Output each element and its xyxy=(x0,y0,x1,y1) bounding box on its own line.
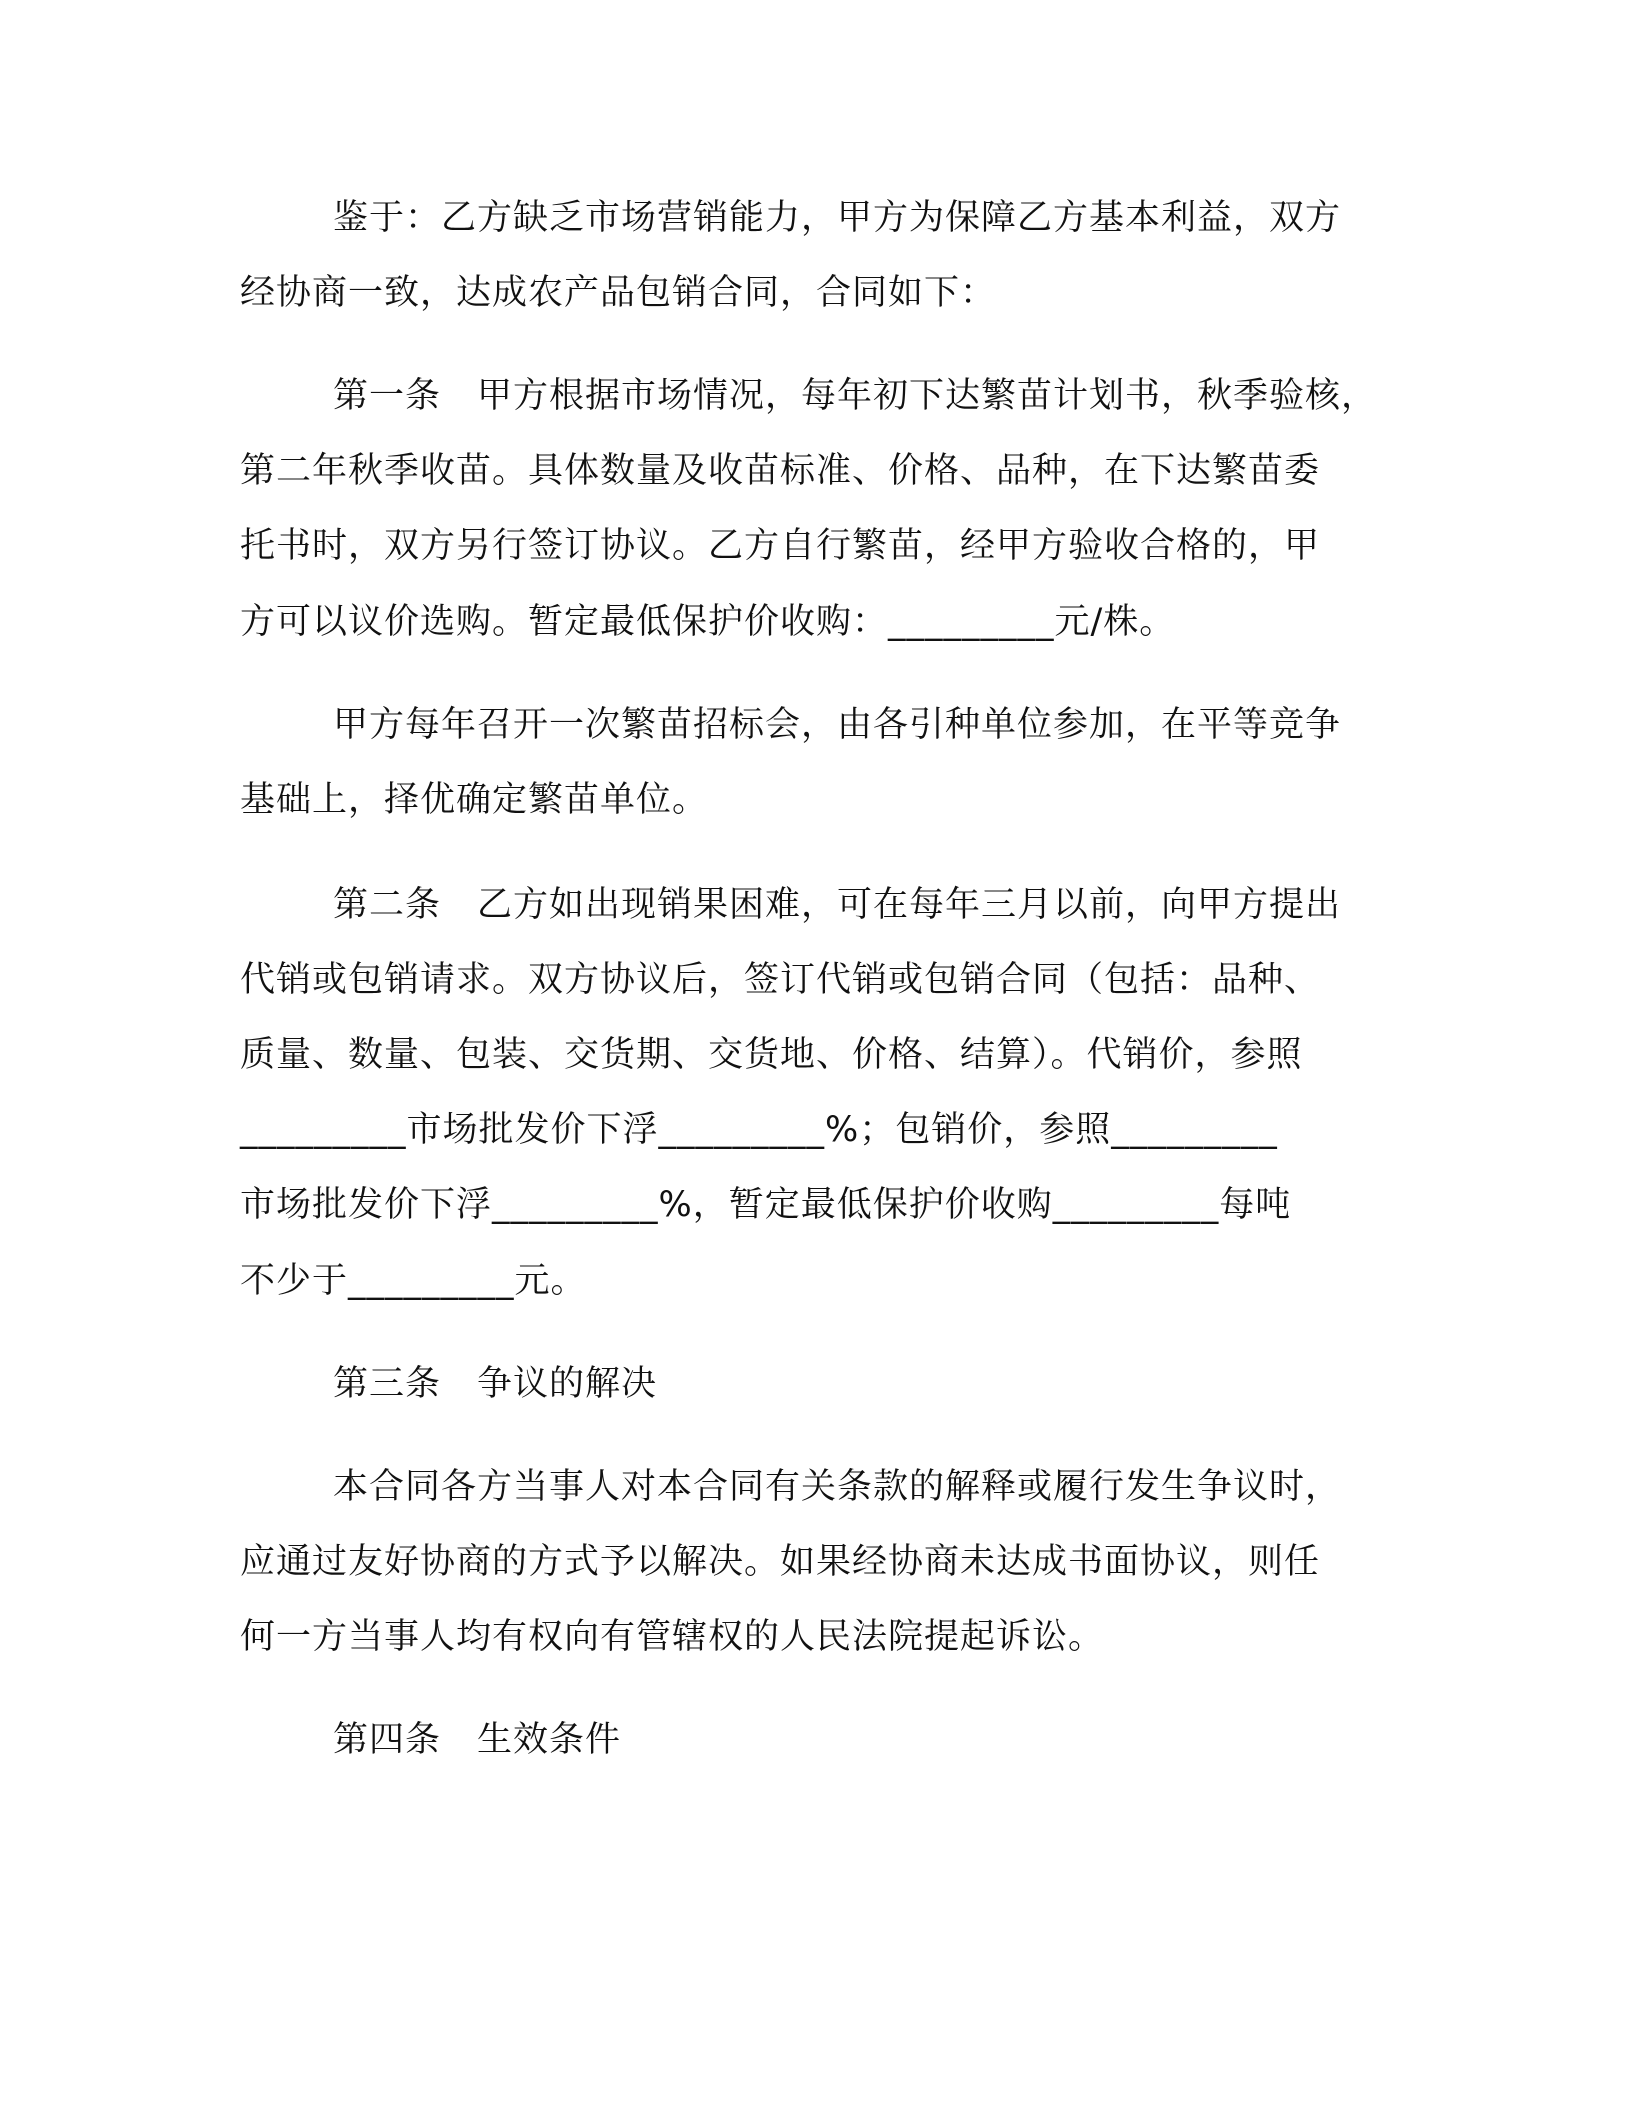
article4-title: 第四条 生效条件 xyxy=(333,1720,622,1760)
article1-extra-line-2: 基础上，择优确定繁苗单位。 xyxy=(240,780,709,820)
article1-line-2: 第二年秋季收苗。具体数量及收苗标准、价格、品种，在下达繁苗委 xyxy=(240,451,1321,491)
preamble-line-2: 经协商一致，达成农产品包销合同，合同如下： xyxy=(240,273,997,313)
article2-line-5: 市场批发价下浮_________%，暂定最低保护价收购_________每吨 xyxy=(240,1185,1292,1225)
article2-line-1: 第二条 乙方如出现销果困难，可在每年三月以前，向甲方提出 xyxy=(333,885,1342,925)
article1-line-1: 第一条 甲方根据市场情况，每年初下达繁苗计划书，秋季验核， xyxy=(333,376,1378,416)
article1-line-3: 托书时，双方另行签订协议。乙方自行繁苗，经甲方验收合格的，甲 xyxy=(240,526,1321,566)
article2-line-4: _________市场批发价下浮_________%；包销价，参照_________ xyxy=(240,1110,1278,1150)
article1-extra-line-1: 甲方每年召开一次繁苗招标会，由各引种单位参加，在平等竞争 xyxy=(333,705,1342,745)
article2-line-2: 代销或包销请求。双方协议后，签订代销或包销合同（包括：品种、 xyxy=(240,960,1321,1000)
preamble-line-1: 鉴于：乙方缺乏市场营销能力，甲方为保障乙方基本利益，双方 xyxy=(333,198,1342,238)
article3-line-1: 本合同各方当事人对本合同有关条款的解释或履行发生争议时， xyxy=(333,1467,1342,1507)
article3-line-3: 何一方当事人均有权向有管辖权的人民法院提起诉讼。 xyxy=(240,1617,1105,1657)
article1-line-4: 方可以议价选购。暂定最低保护价收购：_________元/株。 xyxy=(240,602,1176,642)
article3-line-2: 应通过友好协商的方式予以解决。如果经协商未达成书面协议，则任 xyxy=(240,1542,1321,1582)
article3-title: 第三条 争议的解决 xyxy=(333,1364,658,1404)
article2-line-3: 质量、数量、包装、交货期、交货地、价格、结算）。代销价，参照 xyxy=(240,1035,1303,1075)
article2-line-6: 不少于_________元。 xyxy=(240,1261,587,1301)
